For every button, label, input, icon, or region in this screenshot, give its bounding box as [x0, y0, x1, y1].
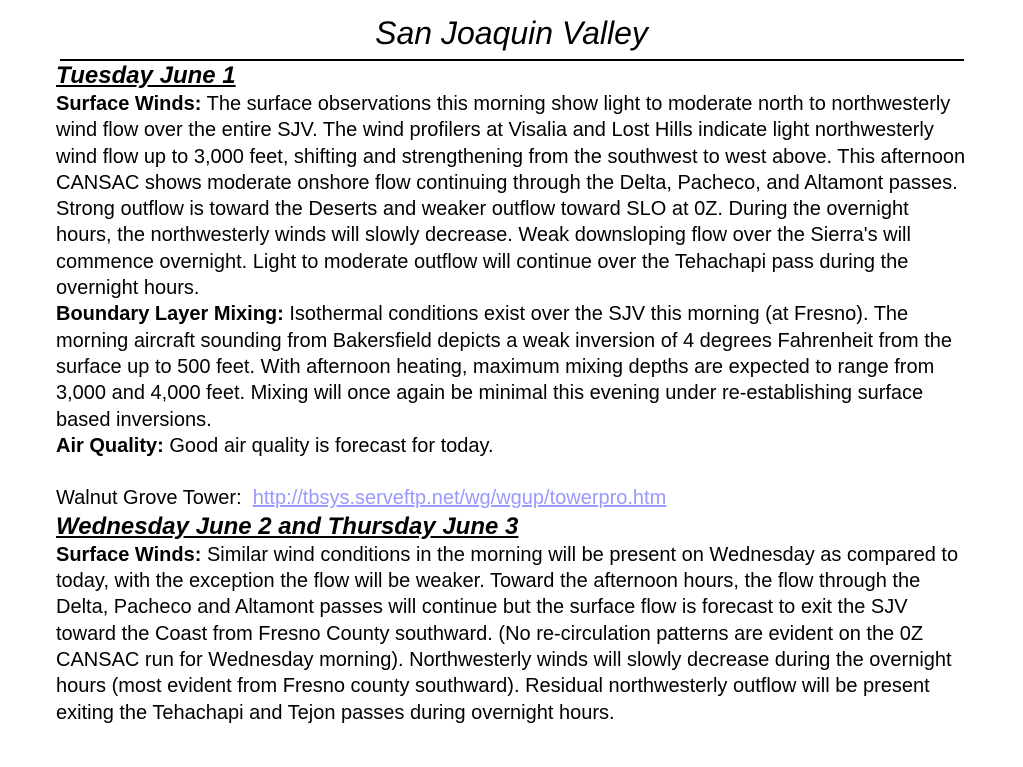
page-title: San Joaquin Valley: [375, 15, 648, 51]
day1-surface-winds-paragraph: [56, 91, 968, 301]
day1-air-quality-paragraph: [56, 433, 968, 459]
day1-surface-winds-label: Surface Winds:: [56, 93, 202, 115]
tower-label: Walnut Grove Tower:: [56, 487, 253, 510]
day1-surface-winds-text: The surface observations this morning show light to moderate north to northwesterly wind flow over the entire SJV. The wind profilers at Visalia and Lost Hills indicate light northwesterly wind flow up to 3,000 feet, shifting and strengthening from the southwest to west above. This afternoon CANSAC shows moderate onshore flow continuing through the Delta, Pacheco, and Altamont passes. Strong outflow is toward the Deserts and weaker outflow toward SLO at 0Z. During the overnight hours, the northwesterly winds will slowly decrease. Weak downsloping flow over the Sierra's will commence overnight. Light to moderate outflow will continue over the Tehachapi pass during the overnight hours.: [56, 93, 966, 300]
day1-air-quality-text: Good air quality is forecast for today.: [163, 434, 494, 457]
tower-link[interactable]: http://tbsys.serveftp.net/wg/wgup/towerpro.htm: [252, 487, 667, 510]
forecast-content: [56, 61, 968, 726]
day2-heading: Wednesday June 2 and Thursday June 3: [56, 512, 519, 540]
day1-boundary-layer-paragraph: [56, 301, 968, 432]
day1-heading: Tuesday June 1: [56, 62, 236, 89]
day2-surface-winds-label: Surface Winds:: [56, 543, 202, 566]
day1-boundary-layer-text: Isothermal conditions exist over the SJV this morning (at Fresno). The morning aircraft sounding from Bakersfield depicts a weak inversion of 4 degrees Fahrenheit from the surface up to 500 feet. With afternoon heating, maximum mixing depths are expected to range from 3,000 and 4,000 feet. Mixing will once again be minimal this evening under re-establishing surface based inversions.: [56, 303, 953, 431]
day1-air-quality-label: Air Quality:: [56, 434, 164, 457]
paragraph-spacer: [56, 459, 968, 485]
day2-surface-winds-paragraph: [56, 542, 968, 726]
tower-line: [56, 485, 968, 511]
day1-boundary-layer-label: Boundary Layer Mixing:: [56, 303, 284, 326]
day2-surface-winds-text: Similar wind conditions in the morning will be present on Wednesday as compared to today, with the exception the flow will be weaker. Toward the afternoon hours, the flow through the Delta, Pacheco and Altamont passes will continue but the surface flow is forecast to exit the SJV toward the Coast from Fresno County southward. (No re-circulation patterns are evident on the 0Z CANSAC run for Wednesday morning). Northwesterly winds will slowly decrease during the overnight hours (most evident from Fresno county southward). Residual northwesterly outflow will be present exiting the Tehachapi and Tejon passes during overnight hours.: [56, 543, 959, 724]
